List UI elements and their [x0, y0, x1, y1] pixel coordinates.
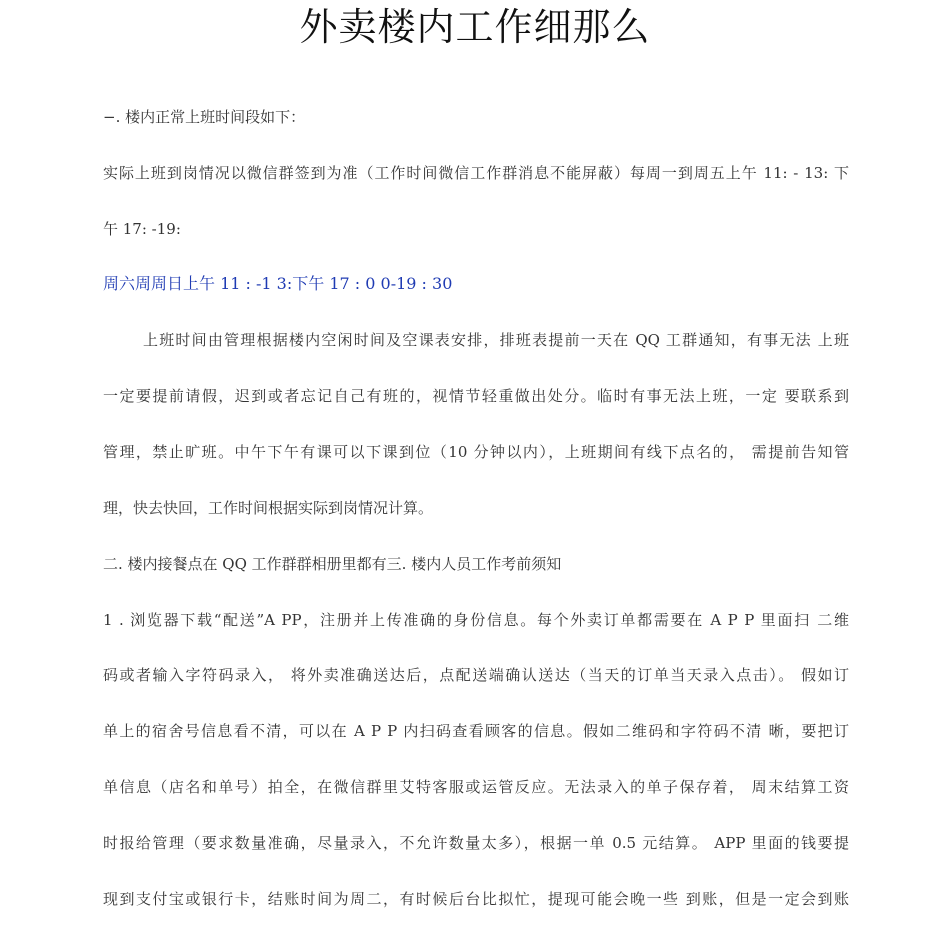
paragraph-line: 1 . 浏览器下载“配送”A PP，注册并上传准确的身份信息。每个外卖订单都需要在 A P P 里面扫 二维: [103, 611, 849, 629]
paragraph-line: 现到支付宝或银行卡，结账时间为周二，有时候后台比拟忙，提现可能会晚一些 到账，但是一定会到账: [103, 890, 849, 908]
section-heading-work-hours: −. 楼内正常上班时间段如下：: [103, 108, 306, 126]
paragraph-line: 实际上班到岗情况以微信群签到为准（工作时间微信工作群消息不能屏蔽）每周一到周五上午 11: - 13: 下: [103, 164, 849, 182]
paragraph-line: 单信息（店名和单号）拍全，在微信群里艾特客服或运管反应。无法录入的单子保存着， 周末结算工资: [103, 778, 849, 796]
paragraph-line: 管理，禁止旷班。中午下午有课可以下课到位（10 分钟以内），上班期间有线下点名的， 需提前告知管: [103, 443, 849, 461]
section-heading-pickup: 二. 楼内接餐点在 QQ 工作群群相册里都有三. 楼内人员工作考前须知: [103, 555, 562, 573]
paragraph-line: 午 17: -19:: [103, 220, 181, 238]
paragraph-line: 码或者输入字符码录入， 将外卖准确送达后，点配送端确认送达（当天的订单当天录入点击）。 假如订: [103, 666, 849, 684]
paragraph-line: 单上的宿舍号信息看不清，可以在 A P P 内扫码查看顾客的信息。假如二维码和字符码不清 晰，要把订: [103, 722, 849, 740]
paragraph-line: 理，快去快回，工作时间根据实际到岗情况计算。: [103, 499, 434, 517]
paragraph-line: 时报给管理（要求数量准确，尽量录入，不允许数量太多），根据一单 0.5 元结算。 APP 里面的钱要提: [103, 834, 849, 852]
weekend-hours-line: 周六周周日上午 11 : -1 3:下午 17 : 0 0-19 : 30: [103, 274, 453, 293]
document-title: 外卖楼内工作细那么: [299, 5, 651, 49]
paragraph-line: 一定要提前请假，迟到或者忘记自己有班的，视情节轻重做出处分。临时有事无法上班，一定 要联系到: [103, 387, 849, 405]
paragraph-line: 上班时间由管理根据楼内空闲时间及空课表安排，排班表提前一天在 QQ 工群通知，有事无法 上班: [143, 331, 849, 349]
